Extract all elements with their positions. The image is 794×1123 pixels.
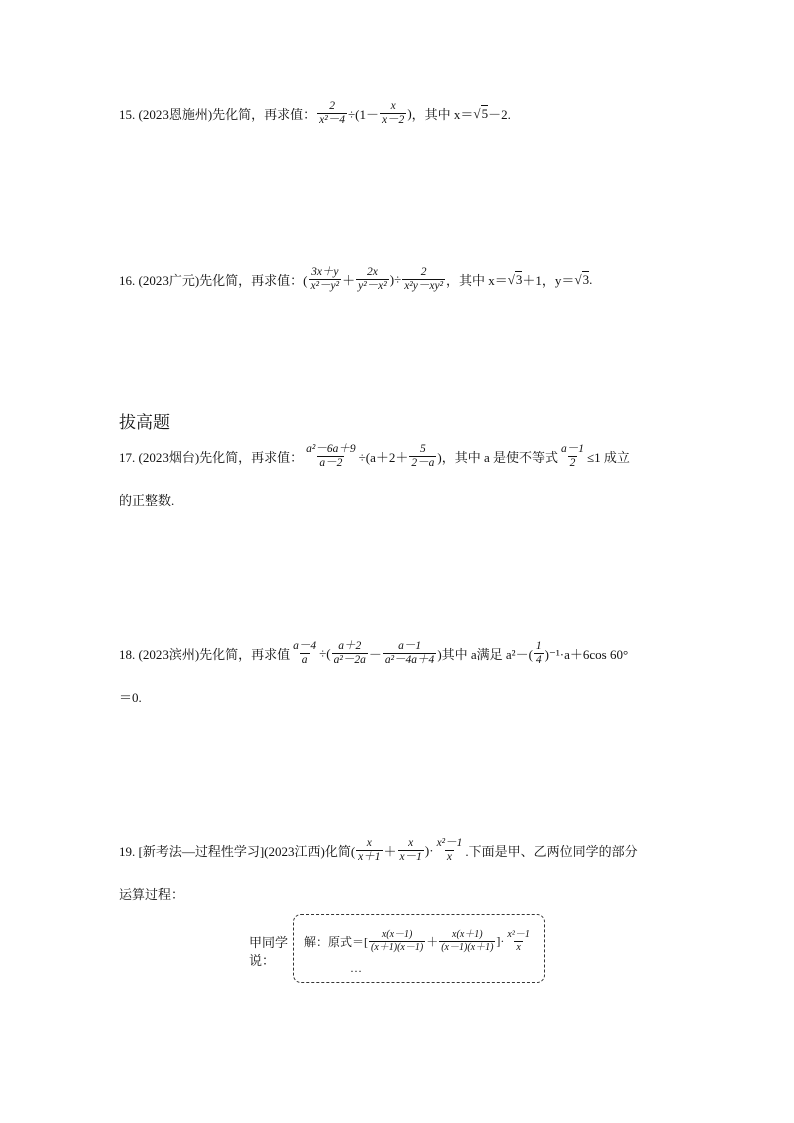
q15-prefix: 15. (2023恩施州)先化简，再求值：	[119, 107, 317, 123]
q17-fraction-2: $\frac{5}{2-a}$	[411, 443, 435, 470]
q16-fraction-3: $\frac{2}{\text{x²y－xy²}}$	[404, 266, 444, 293]
q18-line-2: ＝0.	[119, 690, 142, 705]
jia-text: ]·	[496, 933, 505, 948]
q19-fraction-1: $\frac{x}{x+1}$	[358, 837, 381, 864]
q16-text: )÷	[389, 271, 402, 287]
jia-fraction-3: $\frac{\text{x²－1}}{x}$	[507, 929, 530, 953]
q16-text: .	[589, 271, 593, 287]
q19-line-2: 运算过程：	[119, 887, 185, 902]
q16-fraction-2: $\frac{2x}{\text{y²－x²}}$	[358, 266, 387, 293]
q19-fraction-2: $\frac{x}{x-1}$	[399, 837, 422, 864]
q18-fraction-2: $\frac{a+2}{\text{a²－2a}}$	[333, 640, 366, 667]
q17-text: )，其中 a 是使不等式	[437, 450, 558, 466]
question-19	[119, 837, 638, 864]
q16-prefix: 16. (2023广元)先化简，再求值：(	[119, 273, 308, 289]
q18-text: ÷(	[319, 645, 331, 661]
q18-prefix: 18. (2023滨州)先化简，再求值	[119, 647, 291, 663]
q15-fraction-2: $\frac{x}{x-2}$	[381, 100, 405, 127]
jia-fraction-2: $\frac{x(x+1)}{(x-1)(x+1)}$	[441, 929, 494, 953]
q15-fraction-1: $\frac{2}{\text{x²－4}}$	[319, 100, 345, 127]
jia-label-2: 说：	[249, 953, 276, 968]
q16-sqrt: 3	[582, 272, 590, 288]
q19-text: ＋	[383, 844, 397, 860]
q15-text: )	[407, 105, 412, 121]
q18-fraction-3: $\frac{a-1}{\text{a²－4a＋4}}$	[384, 640, 435, 667]
q16-text: ，其中 x＝	[446, 273, 508, 289]
jia-label-1: 甲同学	[249, 935, 289, 950]
q17-text: ÷(a＋2＋	[358, 450, 409, 466]
jia-text: ＋	[426, 934, 439, 949]
q17-fraction-1: $\frac{\text{a²－6a＋9}}{a-2}$	[306, 443, 356, 470]
question-15: 15. (2023恩施州)先化简，再求值： $\frac{2}{\text{x²－4}}$ ÷(1－ $\frac{x}{x-2}$ ) ，其中 x＝ √ 5 －2.	[119, 100, 511, 127]
q18-text: )其中 a满足 a²－(	[437, 647, 533, 663]
jia-fraction-1: $\frac{x(x-1)}{(x+1)(x-1)}$	[371, 929, 424, 953]
jia-solution-box	[293, 914, 545, 983]
q16-text: ＋1，y＝	[522, 273, 575, 289]
q19-text: .下面是甲、乙两位同学的部分	[465, 844, 638, 860]
question-17	[119, 443, 630, 470]
question-16: 16. (2023广元)先化简，再求值：( $\frac{3x+y}{\text{x²－y²}}$ ＋ $\frac{2x}{\text{y²－x²}}$ )÷ $\frac{2}{\text{x²y－xy²}}$ ，其中 x＝ √ 3 ＋1，y＝ √ 3 .	[119, 266, 593, 293]
q16-fraction-1: $\frac{3x+y}{\text{x²－y²}}$	[310, 266, 340, 293]
section-heading: 拔高题	[119, 413, 170, 433]
jia-ellipsis: …	[350, 961, 362, 975]
q18-fraction-4: $\frac{1}{4}$	[535, 640, 542, 667]
q18-text: －	[368, 647, 382, 663]
q16-text: ＋	[342, 273, 356, 289]
q16-sqrt: 3	[515, 272, 523, 288]
q19-fraction-3: $\frac{\text{x²－1}}{x}$	[436, 837, 463, 864]
q19-prefix: 19. [新考法—过程性学习](2023江西)化简(	[119, 844, 356, 860]
q17-fraction-3: $\frac{a-1}{2}$	[560, 443, 584, 470]
q15-sqrt: 5	[481, 106, 489, 122]
q15-text: ÷(1－	[347, 107, 379, 123]
q18-fraction-1: $\frac{a-4}{a}$	[293, 640, 317, 667]
q15-text: －2.	[488, 107, 511, 123]
q15-text: ，其中 x＝	[411, 107, 474, 123]
q17-line-2: 的正整数.	[119, 493, 175, 508]
jia-lead: 解：原式＝[	[304, 934, 368, 949]
q19-text: )·	[424, 842, 434, 858]
question-18	[119, 640, 628, 667]
q17-text: ≤1 成立	[586, 450, 630, 466]
q18-text: )⁻¹·a＋6cos 60°	[544, 647, 629, 663]
q17-prefix: 17. (2023烟台)先化简，再求值：	[119, 450, 304, 466]
